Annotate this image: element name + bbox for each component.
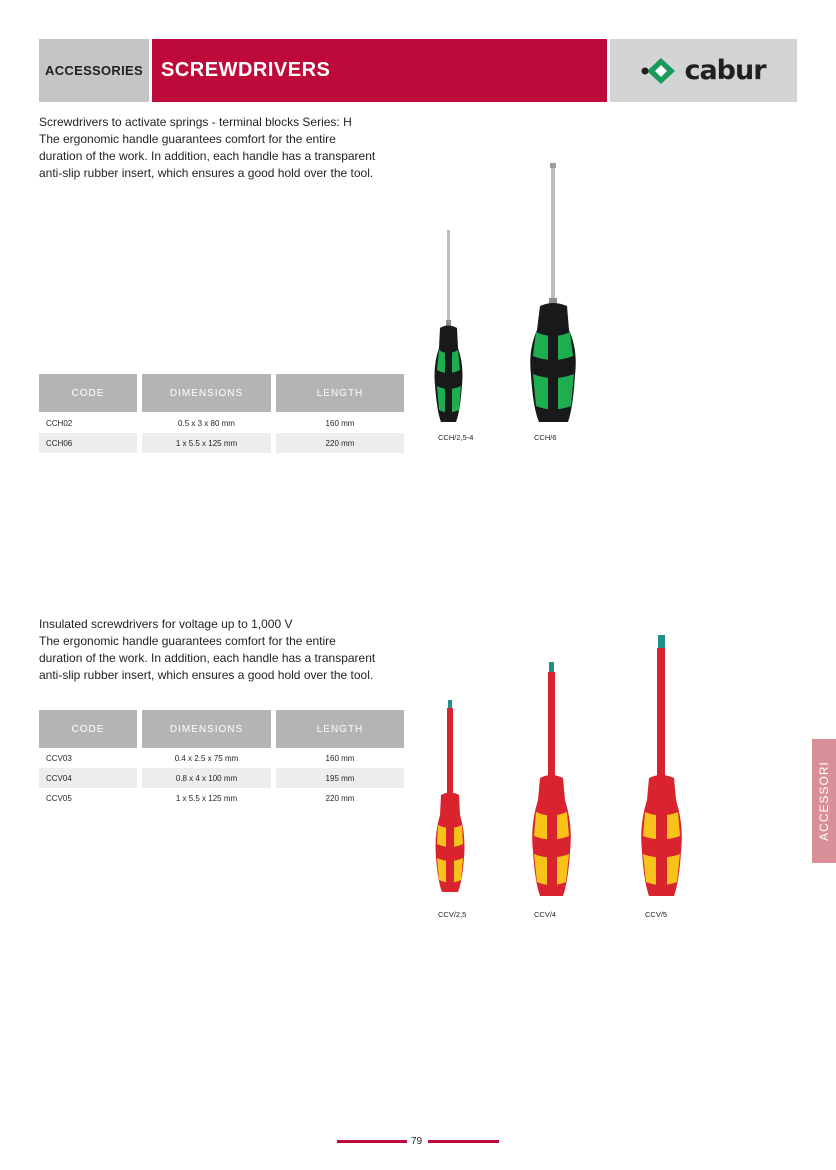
footer-rule-right (428, 1140, 499, 1143)
screwdriver-insulated-large-icon (641, 635, 682, 896)
description-line: Insulated screwdrivers for voltage up to 1,000 V (39, 617, 293, 631)
section-label: ACCESSORIES (39, 39, 149, 102)
screwdriver-insulated-medium-icon (532, 662, 571, 896)
table-cell-dimensions: 1 x 5.5 x 125 mm (142, 433, 271, 453)
table-cell-dimensions: 1 x 5.5 x 125 mm (175, 793, 238, 803)
table-cell-dimensions: 0.4 x 2.5 x 75 mm (174, 753, 239, 763)
col-header-code: CODE (39, 710, 137, 748)
product-caption: CCV/5 (645, 910, 668, 919)
page-title: SCREWDRIVERS (152, 39, 607, 102)
table-cell-length: 220 mm (325, 793, 355, 803)
screwdriver-small-green-icon (435, 230, 463, 422)
table-cell-length: 160 mm (325, 753, 355, 763)
col-header-dimensions: DIMENSIONS (142, 374, 271, 412)
table-cell-code: CCH06 (39, 433, 137, 453)
table-cell-length: 195 mm (276, 768, 404, 788)
green-screwdrivers-image (420, 160, 600, 430)
description-line: duration of the work. In addition, each handle has a transparent (39, 651, 376, 665)
table-cell-length: 160 mm (325, 418, 355, 428)
footer-rule-left (337, 1140, 407, 1143)
col-header-length: LENGTH (276, 374, 404, 412)
table-cell-length: 220 mm (276, 433, 404, 453)
table-cell-code: CCH02 (46, 418, 73, 428)
col-header-length: LENGTH (276, 710, 404, 748)
table-cell-code: CCV03 (46, 753, 72, 763)
description-line: duration of the work. In addition, each handle has a transparent (39, 149, 376, 163)
section2-description (39, 616, 419, 684)
description-line: The ergonomic handle guarantees comfort for the entire (39, 132, 336, 146)
screwdriver-large-green-icon (530, 163, 576, 422)
product-caption: CCV/2,5 (438, 910, 467, 919)
logo-mark-icon (641, 56, 681, 86)
col-header-dimensions: DIMENSIONS (142, 710, 271, 748)
logo-wordmark: cabur (684, 55, 766, 86)
page-number: 79 (411, 1136, 423, 1147)
col-header-code: CODE (39, 374, 137, 412)
description-line: anti-slip rubber insert, which ensures a good hold over the tool. (39, 668, 374, 682)
table-cell-code: CCV05 (46, 793, 72, 803)
insulated-screwdrivers-image (420, 630, 700, 910)
section1-description (39, 114, 419, 182)
description-line: Screwdrivers to activate springs - terminal blocks Series: H (39, 115, 352, 129)
product-caption: CCV/4 (534, 910, 557, 919)
brand-logo (610, 39, 797, 102)
product-caption: CCH/6 (534, 433, 557, 442)
side-section-tab (812, 739, 836, 863)
description-line: The ergonomic handle guarantees comfort for the entire (39, 634, 336, 648)
product-caption: CCH/2,5-4 (438, 433, 474, 442)
side-tab-label: ACCESSORI (817, 761, 831, 841)
table-cell-code: CCV04 (39, 768, 137, 788)
table-cell-dimensions: 0.5 x 3 x 80 mm (178, 418, 235, 428)
description-line: anti-slip rubber insert, which ensures a good hold over the tool. (39, 166, 374, 180)
screwdriver-insulated-small-icon (436, 700, 465, 892)
table-cell-dimensions: 0.8 x 4 x 100 mm (142, 768, 271, 788)
